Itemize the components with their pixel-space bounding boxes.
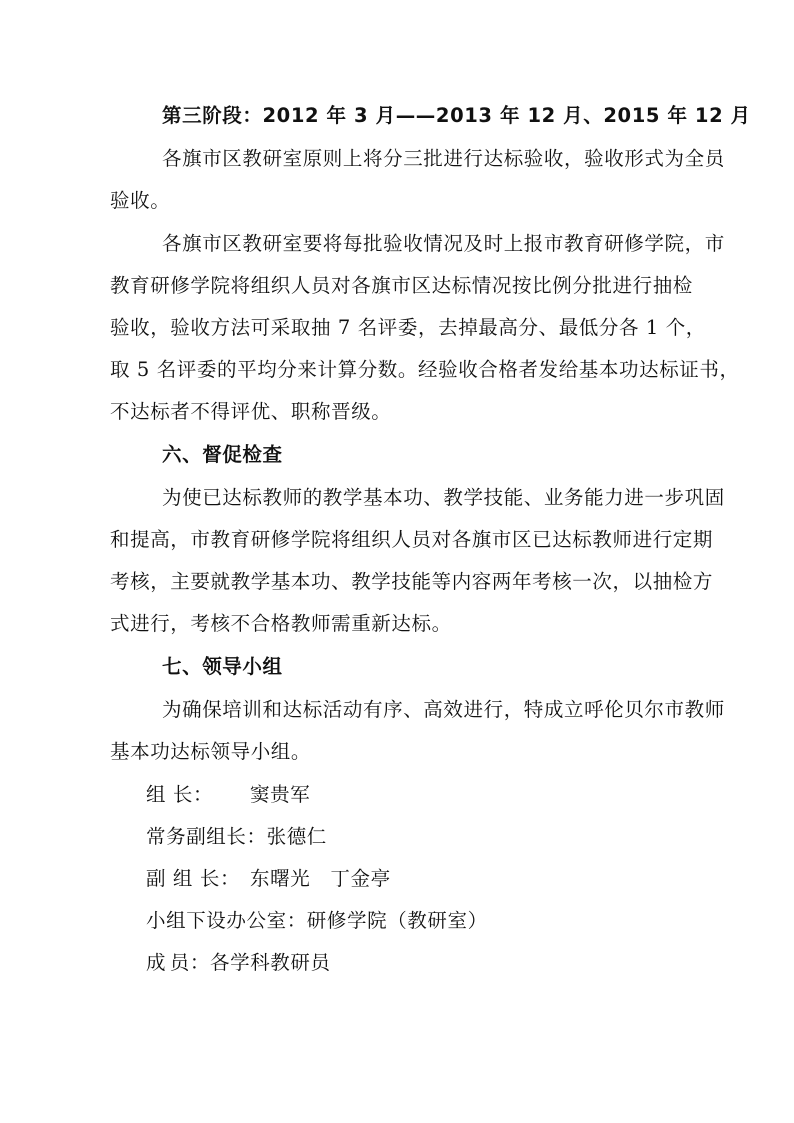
deputy-names: 东曙光 丁金亭	[250, 867, 391, 890]
stage3-heading: 第三阶段：2012 年 3 月——2013 年 12 月、2015 年 12 月	[162, 104, 751, 127]
stage3-para2-line3: 验收，验收方法可采取抽 7 名评委，去掉最高分、最低分各 1 个，	[110, 316, 706, 339]
stage3-para2-line5: 不达标者不得评优、职称晋级。	[110, 400, 392, 423]
stage3-para2-line2: 教育研修学院将组织人员对各旗市区达标情况按比例分批进行抽检	[110, 274, 693, 297]
stage3-para2-line4: 取 5 名评委的平均分来计算分数。经验收合格者发给基本功达标证书，	[110, 358, 740, 381]
section6-line2: 和提高，市教育研修学院将组织人员对各旗市区已达标教师进行定期	[110, 528, 714, 551]
leader-row	[146, 783, 310, 807]
stage3-para1-line1: 各旗市区教研室原则上将分三批进行达标验收，验收形式为全员	[162, 147, 725, 170]
section6-line4: 式进行，考核不合格教师需重新达标。	[110, 612, 452, 635]
section6-line3: 考核，主要就教学基本功、教学技能等内容两年考核一次，以抽检方	[110, 570, 714, 593]
members-role: 成 员：	[146, 951, 210, 974]
section6-line1: 为使已达标教师的教学基本功、教学技能、业务能力进一步巩固	[162, 486, 725, 509]
section7-line2: 基本功达标领导小组。	[110, 740, 312, 763]
stage3-para1-line2: 验收。	[110, 189, 171, 212]
leader-role: 组 长：	[146, 783, 214, 806]
section6-heading: 六、督促检查	[162, 443, 283, 466]
exec-name: 张德仁	[266, 825, 327, 848]
leader-name: 窦贵军	[250, 783, 311, 806]
deputy-row	[146, 867, 391, 891]
office-row: 小组下设办公室：研修学院（教研室）	[146, 909, 488, 932]
section7-line1: 为确保培训和达标活动有序、高效进行，特成立呼伦贝尔市教师	[162, 698, 725, 721]
deputy-role: 副 组 长：	[146, 867, 241, 890]
section7-heading: 七、领导小组	[162, 655, 283, 678]
stage3-para2-line1: 各旗市区教研室要将每批验收情况及时上报市教育研修学院，市	[162, 232, 725, 255]
exec-deputy-row	[146, 825, 327, 849]
exec-role: 常务副组长：	[146, 825, 267, 848]
members-row	[146, 951, 331, 975]
members-names: 各学科教研员	[210, 951, 331, 974]
